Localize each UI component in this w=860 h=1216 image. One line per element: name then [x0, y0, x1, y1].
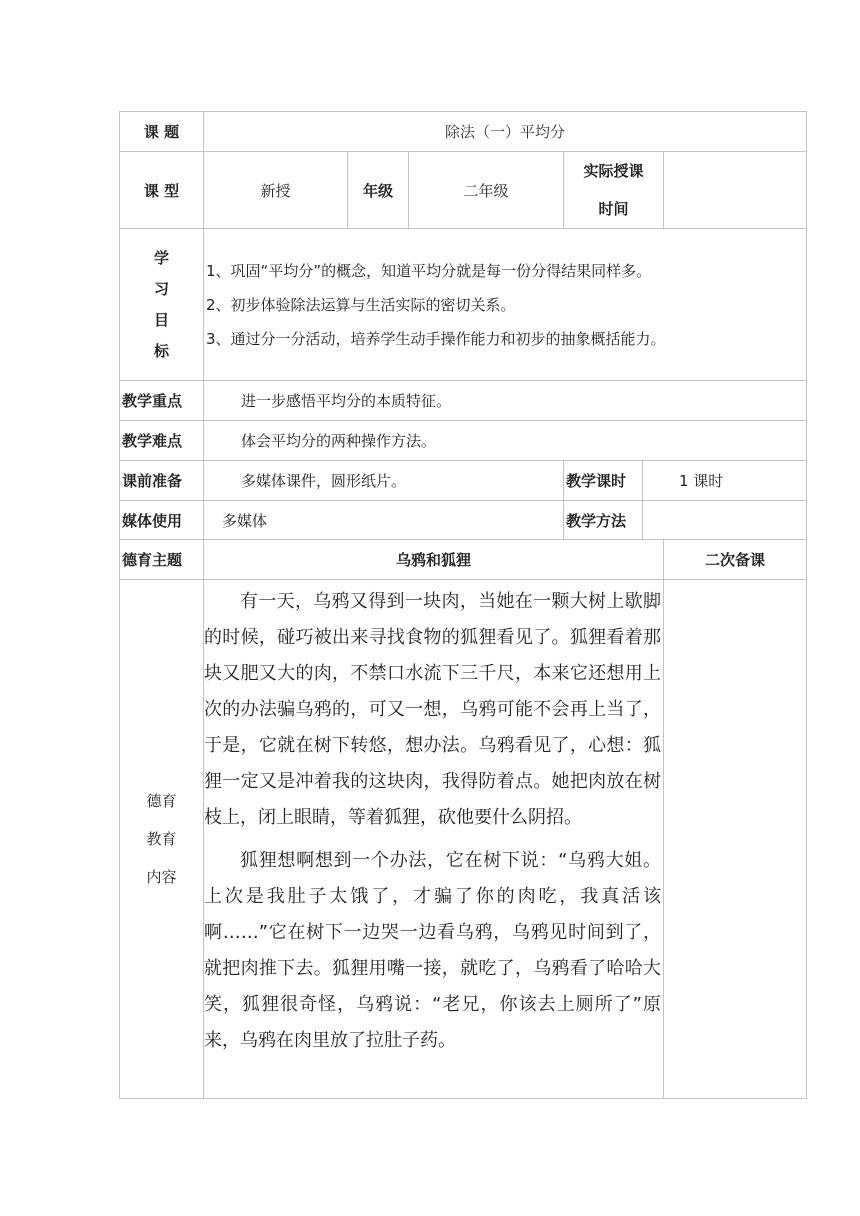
moral-content-label-line: 教育 [146, 830, 177, 848]
objective-item: 3、通过分一分活动，培养学生动手操作能力和初步的抽象概括能力。 [206, 329, 666, 348]
row-moral-theme [120, 540, 807, 580]
row-type [120, 152, 807, 229]
difficulty-value: 体会平均分的两种操作方法。 [204, 421, 807, 461]
objectives-content [204, 229, 807, 381]
type-label: 课 型 [120, 152, 204, 229]
row-objectives [120, 229, 807, 381]
objectives-label-char: 习 [153, 279, 169, 298]
objectives-label-char: 标 [153, 341, 169, 360]
difficulty-label: 教学难点 [120, 421, 204, 461]
row-topic [120, 112, 807, 152]
teaching-method-label: 教学方法 [564, 501, 643, 540]
story-paragraph: 狐狸想啊想到一个办法，它在树下说：“乌鸦大姐。上次是我肚子太饿了，才骗了你的肉吃，我真活该啊……”它在树下一边哭一边看乌鸦，乌鸦见时间到了，就把肉推下去。狐狸用嘴一接，就吃了，乌鸦看了哈哈大笑，狐狸很奇怪，乌鸦说：“老兄，你该去上厕所了”原来，乌鸦在肉里放了拉肚子药。 [204, 850, 661, 1051]
type-value: 新授 [204, 152, 348, 229]
moral-content-label-line: 德育 [146, 792, 177, 810]
moral-content-label [120, 580, 204, 1099]
objective-item: 2、初步体验除法运算与生活实际的密切关系。 [206, 295, 516, 314]
media-value: 多媒体 [204, 501, 564, 540]
teaching-method-value [643, 501, 807, 540]
media-label: 媒体使用 [120, 501, 204, 540]
objectives-label-char: 学 [153, 248, 169, 267]
moral-theme-label: 德育主题 [120, 540, 204, 580]
lesson-plan-table [119, 111, 807, 1099]
moral-theme-value: 乌鸦和狐狸 [204, 540, 664, 580]
key-point-value: 进一步感悟平均分的本质特征。 [204, 381, 807, 421]
second-prep-label: 二次备课 [664, 540, 807, 580]
second-prep-content [664, 580, 807, 1099]
row-preparation [120, 461, 807, 501]
story-paragraph: 有一天，乌鸦又得到一块肉，当她在一颗大树上歇脚的时候，碰巧被出来寻找食物的狐狸看见了。狐狸看着那块又肥又大的肉，不禁口水流下三千尺，本来它还想用上次的办法骗乌鸦的，可又一想，乌鸦可能不会再上当了，于是，它就在树下转悠，想办法。乌鸦看见了，心想：狐狸一定又是冲着我的这块肉，我得防着点。她把肉放在树枝上，闭上眼睛，等着狐狸，砍他要什么阴招。 [204, 591, 661, 828]
class-hours-label: 教学课时 [564, 461, 643, 501]
row-difficulty [120, 421, 807, 461]
topic-value: 除法（一）平均分 [204, 112, 807, 152]
time-value [664, 152, 807, 229]
preparation-value: 多媒体课件，圆形纸片。 [204, 461, 564, 501]
row-key-point [120, 381, 807, 421]
time-label-line1: 实际授课 [583, 162, 644, 180]
objective-item: 1、巩固“平均分”的概念，知道平均分就是每一份分得结果同样多。 [206, 261, 652, 280]
grade-label: 年级 [348, 152, 409, 229]
time-label [564, 152, 664, 229]
moral-story [204, 580, 664, 1099]
preparation-label: 课前准备 [120, 461, 204, 501]
row-media [120, 501, 807, 540]
objectives-label [120, 229, 204, 381]
row-moral-content [120, 580, 807, 1099]
class-hours-value: 1 课时 [643, 461, 807, 501]
grade-value: 二年级 [409, 152, 564, 229]
objectives-label-char: 目 [153, 310, 169, 329]
key-point-label: 教学重点 [120, 381, 204, 421]
time-label-line2: 时间 [598, 200, 629, 218]
moral-content-label-line: 内容 [146, 868, 177, 886]
topic-label: 课 题 [120, 112, 204, 152]
